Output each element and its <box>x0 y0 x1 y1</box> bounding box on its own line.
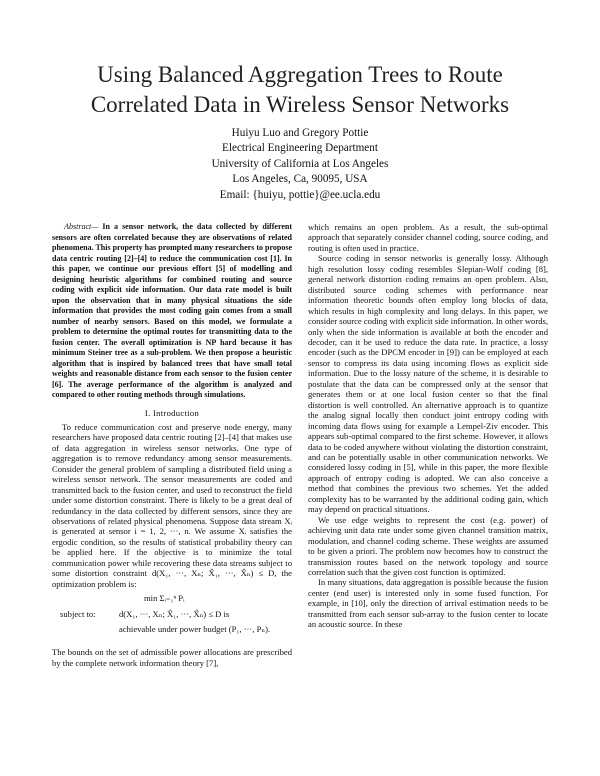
equation-subject-to: subject to: <box>60 609 96 620</box>
right-column <box>308 222 548 630</box>
title-line-1: Using Balanced Aggregation Trees to Route <box>97 62 503 87</box>
right-paragraph-4: In many situations, data aggregation is possible because the fusion center (end user) is interested only in some fused function. For example, in [10], only the direction of arrival estimation needs to be transmitted from each sensor sub-array to the fusion center to locate an acoustic source. In these <box>308 577 548 630</box>
right-paragraph-3: We use edge weights to represent the cost (e.g. power) of achieving unit data rate under some given channel transition matrix, modulation, and channel coding scheme. These weights are assumed to be given a priori. The problem now becomes how to construct the transmission routes based on the network topology and source correlation such that the given cost function is optimized. <box>308 514 548 577</box>
authors: Huiyu Luo and Gregory Pottie <box>231 127 369 139</box>
email: Email: {huiyu, pottie}@ee.ucla.edu <box>219 188 381 201</box>
department: Electrical Engineering Department <box>222 142 378 155</box>
equation-objective: min Σᵢ₌₁ⁿ Pᵢ <box>144 593 185 604</box>
abstract-body: In a sensor network, the data collected by different sensors are often correlated because they are observations of related phenomena. This property has prompted many researchers to propose data centric routing [2]–[4] to reduce the communication cost [1]. In this paper, we continue our previous effort [5] of modelling and designing heuristic algorithms for combined routing and source coding with explicit side information. Our data rate model is built upon the observation that in many physical situations the side information that provides the most coding gain comes from a small number of nearby sensors. Based on this model, we formulate a problem to determine the optimal routes for transmitting data to the fusion center. The overall optimization is NP hard because it has minimum Steiner tree as a sub-problem. We then propose a heuristic algorithm that is inspired by balanced trees that have small total weights and reasonable distance from each sensor to the fusion center [6]. The average performance of the algorithm is analyzed and compared to other routing methods through simulations. <box>52 222 293 399</box>
left-column <box>52 222 292 668</box>
optimization-equation <box>52 591 292 644</box>
title-line-2: Correlated Data in Wireless Sensor Networks <box>90 92 510 117</box>
abstract <box>52 222 292 401</box>
paper-title <box>40 60 560 120</box>
intro-paragraph-1: To reduce communication cost and preserve node energy, many researchers have proposed data centric routing [2]–[4] that makes use of data aggregation in wireless sensor networks. One type of aggregation is to remove redundancy among sensor measurements. Consider the general problem of sampling a distributed field using a wireless sensor network. The sensor measurements are coded and transmitted back to the fusion center, and used to reconstruct the field under some distortion constraint. There is likely to be a great deal of redundancy in the data collected by different sensors, since they are observations of related physical phenomena. Suppose data stream Xᵢ is generated at sensor i = 1, 2, ···, n. We assume Xᵢ satisfies the ergodic condition, so the results of statistical probability theory can be applied here. If the objective is to minimize the total communication power while recovering these data streams subject to some distortion constraint d(X₁, ···, Xₙ; X̂₁, ···, X̂ₙ) ≤ D, the optimization problem is: <box>52 421 292 589</box>
author-block <box>100 126 500 203</box>
equation-constraint: d(X₁, ···, Xₙ; X̂₁, ···, X̂ₙ) ≤ D is <box>119 609 230 620</box>
right-paragraph-2: Source coding in sensor networks is generally lossy. Although high resolution lossy coding resembles Slepian-Wolf coding [8], general network distortion coding remains an open problem. Also, distributed source coding schemes with performance near information theoretic bounds often employ long blocks of data, which results in high complexity and long delays. In this paper, we consider source coding with explicit side information. In other words, only when the side information is available at both the encoder and decoder, can it be used to reduce the data rate. In practice, a lossy encoder (such as the DPCM encoder in [9]) can be employed at each sensor to compress its data using incoming flows as explicit side information. Due to the lossy nature of the scheme, it is desirable to postulate that the data can be compressed only at the sensor that generates them or at one local fusion center so that the final distortion is well controlled. An alternative approach is to quantize the analog signal locally then conduct joint entropy coding with incoming data flows using for example a Lempel-Ziv encoder. This appears sub-optimal compared to the first scheme. However, it allows data to be coded anywhere without violating the distortion constraint, and can be potentially usable in other communication networks. We considered lossy coding in [5], while in this paper, the more flexible approach of entropy coding is adopted. We can also conceive a method that combines the previous two schemes. Yet the added complexity has to be warranted by the additional coding gain, which may depend on practical situations. <box>308 253 548 515</box>
location: Los Angeles, Ca, 90095, USA <box>232 173 368 186</box>
university: University of California at Los Angeles <box>211 157 389 170</box>
equation-power-budget: achievable under power budget (P₁, ···, Pₙ). <box>119 624 271 635</box>
right-paragraph-1: which remains an open problem. As a result, the sub-optimal approach that separately consider channel coding, source coding, and routing is often used in practice. <box>308 222 548 253</box>
intro-paragraph-2: The bounds on the set of admissible power allocations are prescribed by the complete network information theory [7], <box>52 647 292 668</box>
section-heading-introduction: I. Introduction <box>144 407 200 418</box>
abstract-lead: Abstract— <box>64 222 99 231</box>
